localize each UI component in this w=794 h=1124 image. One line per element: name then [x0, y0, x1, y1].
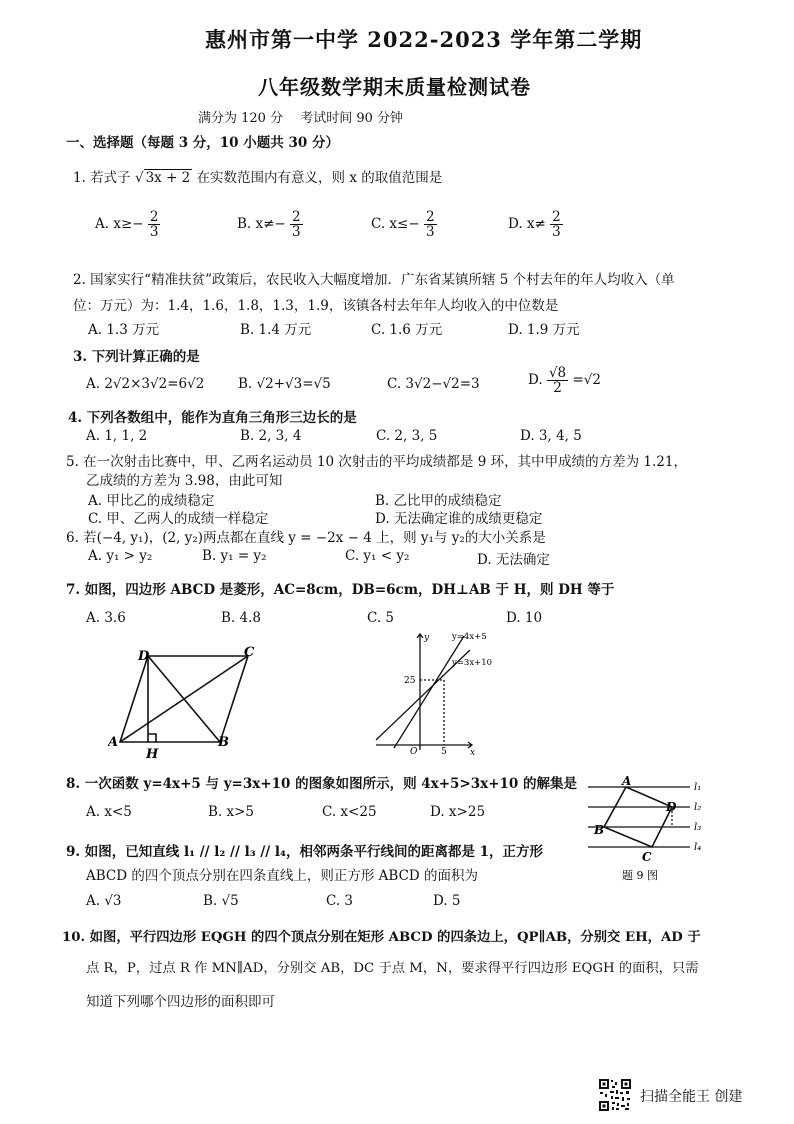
exam-title-line1: 惠州市第一中学 2022-2023 学年第二学期: [205, 27, 643, 52]
label-C: C: [244, 645, 255, 660]
scanner-watermark: 扫描全能王 创建: [640, 1089, 743, 1105]
exam-title-line2: 八年级数学期末质量检测试卷: [258, 75, 531, 99]
q1-option-c-text: C. x≤−: [371, 216, 420, 233]
q7-option-c: C. 5: [367, 610, 395, 626]
fig9-label-l4: l₄: [694, 842, 702, 853]
q9-line2: ABCD 的四个顶点分别在四条直线上，则正方形 ABCD 的面积为: [86, 868, 479, 884]
q1-option-b-frac: $\frac{2}{3}$: [292, 209, 301, 241]
figure-9: [582, 774, 714, 884]
q3-option-d-label: D.: [528, 372, 543, 389]
q1-radical: √ 3x + 2: [134, 170, 191, 186]
fig9-caption: 题 9 图: [622, 869, 658, 882]
qr-code-icon: [598, 1078, 632, 1112]
line2-label: y=3x+10: [452, 658, 492, 668]
q3-option-b: B. √2+√3=√5: [238, 376, 331, 392]
fig9-label-D: D: [666, 800, 677, 814]
q6-option-c: C. y₁ < y₂: [345, 548, 410, 564]
q7-option-d: D. 10: [506, 610, 543, 626]
q4-option-a: A. 1, 1, 2: [86, 428, 148, 444]
graph-line-4x-plus-5: [394, 636, 464, 748]
q5-line2: 乙成绩的方差为 3.98，由此可知: [86, 473, 283, 489]
fig9-label-l2: l₂: [694, 802, 702, 813]
q6-option-b: B. y₁ = y₂: [202, 548, 267, 564]
q4-option-c: C. 2, 3, 5: [376, 428, 438, 444]
q7-option-a: A. 3.6: [86, 610, 126, 626]
x-axis-label: x: [470, 748, 476, 756]
fig9-label-l1: l₁: [694, 782, 702, 793]
fig9-label-A: A: [622, 774, 632, 788]
x-tick-5: 5: [441, 747, 447, 756]
q1-stem-b: 在实数范围内有意义，则 x 的取值范围是: [196, 170, 443, 186]
q9-option-d: D. 5: [433, 893, 461, 909]
q9-option-c: C. 3: [326, 893, 354, 909]
q6-stem: 6. 若(−4, y₁)，(2, y₂)两点都在直线 y = −2x − 4 上，则 y₁与 y₂的大小关系是: [66, 530, 546, 546]
diagonal-db: [148, 656, 220, 742]
label-A: A: [108, 735, 119, 750]
q1-option-b: [237, 210, 303, 239]
section-heading: 一、选择题（每题 3 分，10 小题共 30 分）: [66, 135, 339, 151]
q5-line1: 5. 在一次射击比赛中，甲、乙两名运动员 10 次射击的平均成绩都是 9 环，其中甲成绩的方差为 1.21，: [66, 454, 687, 470]
fig9-label-B: B: [594, 823, 605, 837]
square-abcd: [604, 787, 672, 847]
q2-option-d: D. 1.9 万元: [508, 322, 580, 338]
q6-option-a: A. y₁ > y₂: [88, 548, 153, 564]
q3-option-c: C. 3√2−√2=3: [387, 376, 480, 392]
q2-option-b: B. 1.4 万元: [240, 322, 312, 338]
q2-option-c: C. 1.6 万元: [371, 322, 443, 338]
q1-option-d-text: D. x≠: [508, 216, 546, 233]
label-H: H: [146, 747, 159, 762]
exam-meta: 满分为 120 分 考试时间 90 分钟: [198, 111, 404, 126]
q4-option-d: D. 3, 4, 5: [520, 428, 582, 444]
q7-stem: 7. 如图，四边形 ABCD 是菱形，AC=8cm，DB=6cm，DH⊥AB 于 H，则 DH 等于: [66, 582, 615, 598]
q9-option-b: B. √5: [203, 893, 239, 909]
q1-option-c: [371, 210, 437, 239]
q8-stem: 8. 一次函数 y=4x+5 与 y=3x+10 的图象如图所示，则 4x+5>3x+10 的解集是: [66, 776, 577, 792]
q1-stem: [73, 166, 442, 186]
q3-stem: 3. 下列计算正确的是: [73, 349, 200, 365]
q1-stem-a: 1. 若式子: [73, 170, 131, 186]
fig9-label-C: C: [642, 850, 652, 864]
q2-option-a: A. 1.3 万元: [88, 322, 160, 338]
q5-option-c: C. 甲、乙两人的成绩一样稳定: [88, 511, 269, 527]
q10-line2: 点 R，P，过点 R 作 MN∥AD，分别交 AB，DC 于点 M，N，要求得平行四边形 EQGH 的面积，只需: [86, 961, 699, 976]
origin-label: O: [410, 747, 418, 756]
q10-line3: 知道下列哪个四边形的面积即可: [86, 994, 275, 1010]
q1-option-d: [508, 210, 563, 239]
q3-option-d: [528, 366, 601, 395]
q1-option-a-frac: $\frac{2}{3}$: [149, 209, 159, 241]
q1-option-b-text: B. x≠−: [237, 216, 286, 233]
q8-option-d: D. x>25: [430, 804, 486, 820]
q1-option-a-text: A. x≥−: [95, 216, 144, 233]
q4-stem: 4. 下列各数组中，能作为直角三角形三边长的是: [68, 410, 357, 426]
q5-option-d: D. 无法确定谁的成绩更稳定: [375, 511, 543, 527]
label-B: B: [218, 735, 229, 750]
q5-option-b: B. 乙比甲的成绩稳定: [375, 493, 502, 509]
line1-label: y=4x+5: [452, 632, 487, 642]
q10-line1: 10. 如图，平行四边形 EQGH 的四个顶点分别在矩形 ABCD 的四条边上，QP∥AB，分别交 EH，AD 于: [62, 930, 701, 945]
fig9-label-l3: l₃: [694, 822, 702, 833]
q8-option-b: B. x>5: [208, 804, 255, 820]
q1-radicand: 3x + 2: [145, 170, 191, 186]
q9-option-a: A. √3: [86, 893, 122, 909]
q4-option-b: B. 2, 3, 4: [240, 428, 302, 444]
right-angle-mark: [148, 734, 156, 742]
q5-option-a: A. 甲比乙的成绩稳定: [88, 493, 215, 509]
q2-line1: 2. 国家实行“精准扶贫”政策后，农民收入大幅度增加．广东省某镇所辖 5 个村去年的年人均收入（单: [73, 272, 675, 288]
linear-functions-graph: [372, 628, 492, 756]
q3-option-d-rest: =√2: [572, 372, 601, 389]
q3-option-a: A. 2√2×3√2=6√2: [86, 376, 205, 392]
rhombus-figure: [108, 640, 278, 765]
q1-option-a: [95, 210, 160, 239]
q2-line2: 位：万元）为：1.4，1.6，1.8，1.3，1.9，该镇各村去年年人均收入的中位数是: [73, 298, 559, 314]
q1-option-d-frac: $\frac{2}{3}$: [552, 209, 561, 241]
y-tick-25: 25: [404, 676, 416, 686]
q6-option-d: D. 无法确定: [477, 552, 550, 568]
q8-option-c: C. x<25: [322, 804, 377, 820]
q3-option-d-frac: $\frac{√8}{2}$: [548, 365, 567, 397]
q9-line1: 9. 如图，已知直线 l₁ // l₂ // l₃ // l₄，相邻两条平行线间的距离都是 1，正方形: [66, 844, 544, 860]
y-axis-label: y: [424, 633, 430, 643]
q7-option-b: B. 4.8: [221, 610, 261, 626]
q1-option-c-frac: $\frac{2}{3}$: [425, 209, 435, 241]
label-D: D: [138, 649, 150, 664]
q8-option-a: A. x<5: [86, 804, 132, 820]
